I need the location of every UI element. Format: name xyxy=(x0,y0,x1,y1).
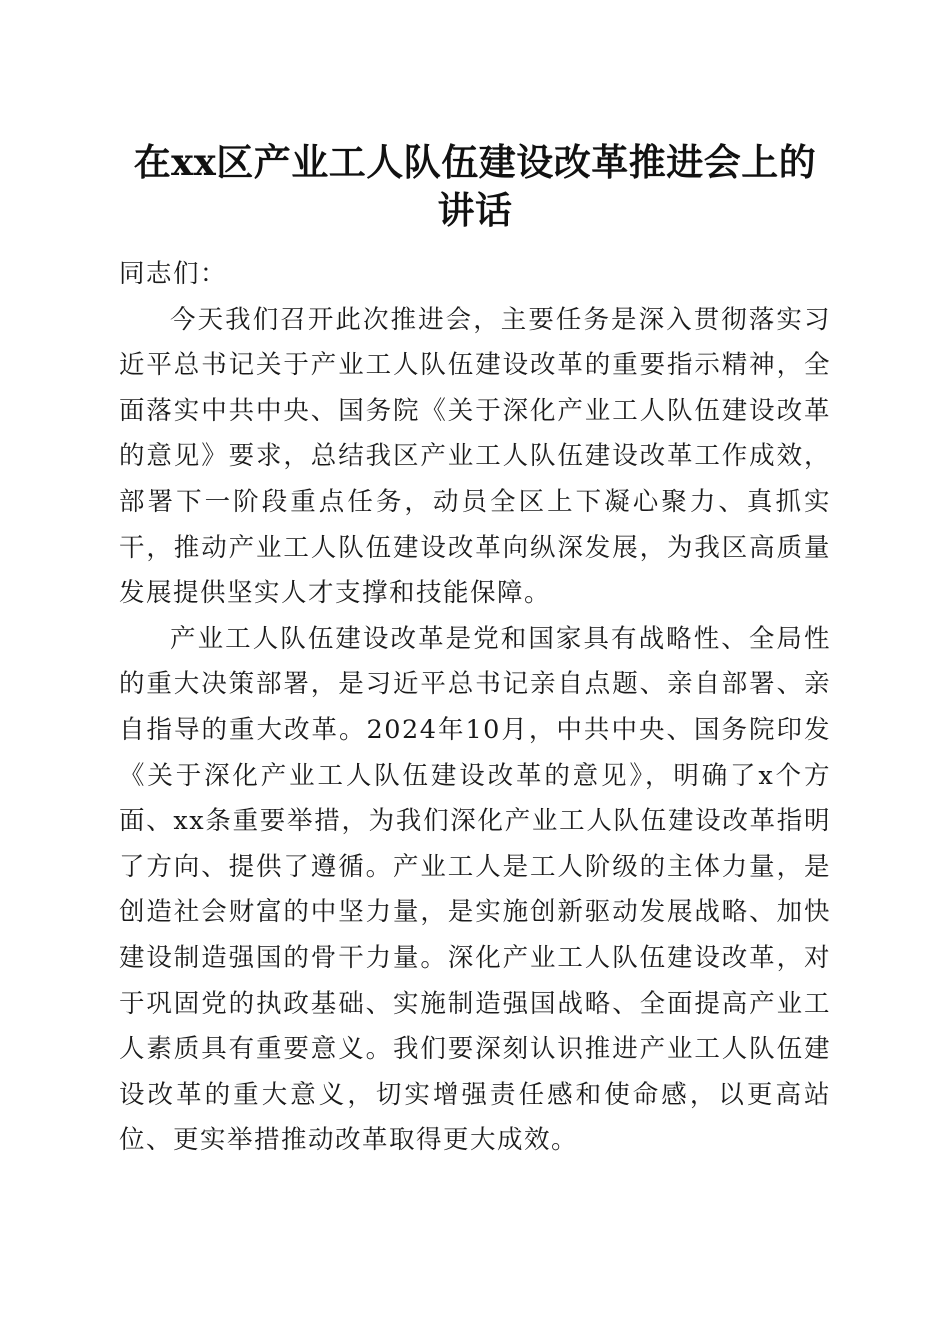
paragraph-1: 今天我们召开此次推进会，主要任务是深入贯彻落实习近平总书记关于产业工人队伍建设改革的重要指示精神，全面落实中共中央、国务院《关于深化产业工人队伍建设改革的意见》要求，总结我区产业工人队伍建设改革工作成效，部署下一阶段重点任务，动员全区上下凝心聚力、真抓实干，推动产业工人队伍建设改革向纵深发展，为我区高质量发展提供坚实人才支撑和技能保障。 xyxy=(119,304,831,609)
salutation: 同志们： xyxy=(119,259,228,289)
paragraph-2: 产业工人队伍建设改革是党和国家具有战略性、全局性的重大决策部署，是习近平总书记亲自点题、亲自部署、亲自指导的重大改革。2024年10月，中共中央、国务院印发《关于深化产业工人队伍建设改革的意见》，明确了x个方面、xx条重要举措，为我们深化产业工人队伍建设改革指明了方向、提供了遵循。产业工人是工人阶级的主体力量，是创造社会财富的中坚力量，是实施创新驱动发展战略、加快建设制造强国的骨干力量。深化产业工人队伍建设改革，对于巩固党的执政基础、实施制造强国战略、全面提高产业工人素质具有重要意义。我们要深刻认识推进产业工人队伍建设改革的重大意义，切实增强责任感和使命感，以更高站位、更实举措推动改革取得更大成效。 xyxy=(119,623,831,1156)
document-body xyxy=(119,252,831,1164)
document-title: 在xx区产业工人队伍建设改革推进会上的讲话 xyxy=(133,140,817,232)
